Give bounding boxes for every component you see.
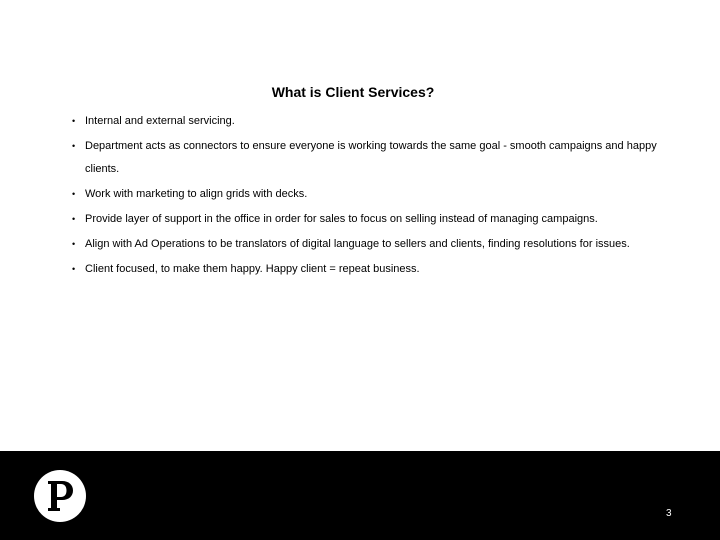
p-logo-glyph [45, 479, 75, 513]
bullet-text: Provide layer of support in the office in order for sales to focus on selling instead of managing campaigns. [85, 213, 598, 225]
bullet-item [72, 110, 672, 133]
bullet-dot: • [72, 141, 76, 151]
bullet-dot: • [72, 116, 76, 126]
bullet-item [72, 258, 672, 281]
bullet-dot: • [72, 239, 76, 249]
bullet-item [72, 208, 672, 231]
page-number: 3 [666, 508, 672, 519]
bullet-list [72, 110, 672, 283]
bullet-dot: • [72, 189, 76, 199]
slide-title: What is Client Services? [271, 84, 435, 100]
bullet-dot: • [72, 264, 76, 274]
bullet-text: Department acts as connectors to ensure everyone is working towards the same goal - smooth campaigns and happy clients. [85, 140, 657, 175]
p-logo-icon [34, 470, 86, 522]
bullet-item [72, 135, 672, 181]
bullet-text: Client focused, to make them happy. Happy client = repeat business. [85, 263, 420, 275]
bullet-text: Work with marketing to align grids with decks. [85, 188, 308, 200]
bullet-text: Align with Ad Operations to be translators of digital language to sellers and clients, finding resolutions for issues. [85, 238, 630, 250]
footer-bar [0, 451, 720, 540]
bullet-item [72, 233, 672, 256]
bullet-text: Internal and external servicing. [85, 115, 235, 127]
bullet-dot: • [72, 214, 76, 224]
bullet-item [72, 183, 672, 206]
